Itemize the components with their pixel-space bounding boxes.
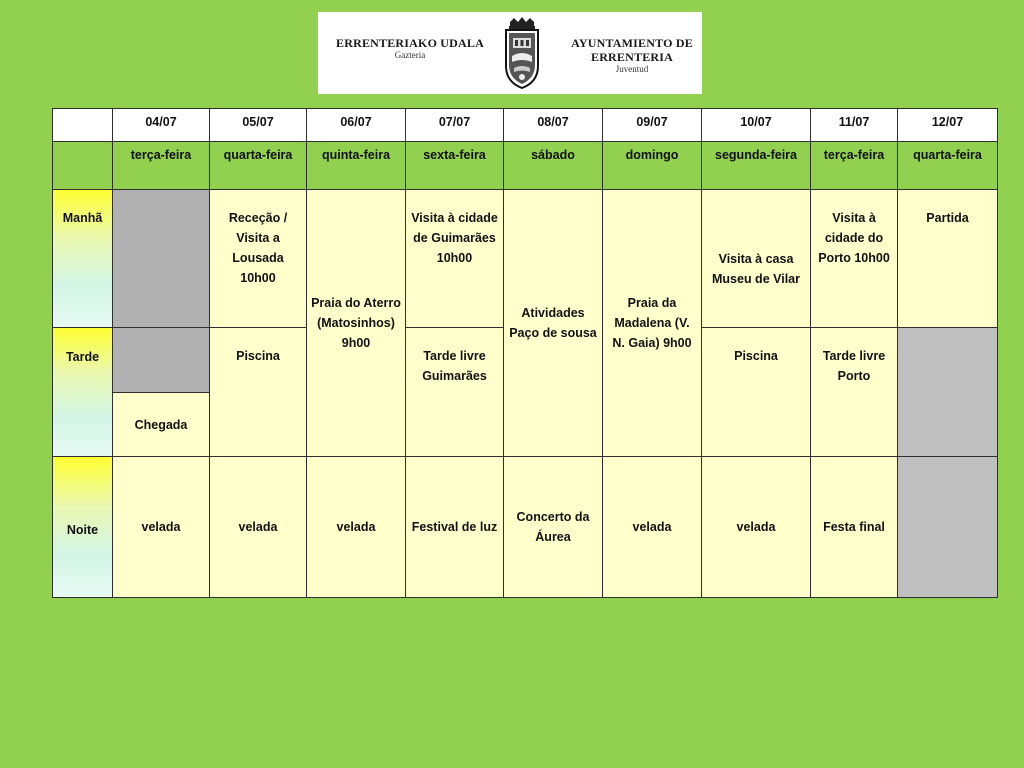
weekday-header: terça-feira xyxy=(112,141,210,190)
empty-cell xyxy=(112,189,210,328)
empty-cell xyxy=(897,327,998,457)
activity-cell: Visita à casa Museu de Vilar xyxy=(701,189,811,328)
empty-cell xyxy=(897,456,998,598)
activity-cell: Piscina xyxy=(701,327,811,457)
activity-cell: Receção / Visita a Lousada 10h00 xyxy=(209,189,307,328)
activity-cell: Tarde livre Guimarães xyxy=(405,327,504,457)
logo-right-name-2: ERRENTERIA xyxy=(590,50,673,64)
activity-cell: Visita à cidade de Guimarães 10h00 xyxy=(405,189,504,328)
period-label-morning: Manhã xyxy=(52,189,113,328)
activity-cell: Atividades Paço de sousa xyxy=(503,189,603,457)
logo-right-sub: Juventud xyxy=(615,64,649,74)
activity-cell: Praia da Madalena (V. N. Gaia) 9h00 xyxy=(602,189,702,457)
activity-cell: Piscina xyxy=(209,327,307,457)
date-header: 06/07 xyxy=(306,108,406,142)
date-header: 05/07 xyxy=(209,108,307,142)
activity-cell: Festival de luz xyxy=(405,456,504,598)
header-corner xyxy=(52,108,113,142)
weekday-header: quinta-feira xyxy=(306,141,406,190)
weekday-header: sexta-feira xyxy=(405,141,504,190)
activity-cell: Praia do Aterro (Matosinhos) 9h00 xyxy=(306,189,406,457)
weekday-header: terça-feira xyxy=(810,141,898,190)
activity-cell: velada xyxy=(306,456,406,598)
activity-cell: velada xyxy=(602,456,702,598)
weekday-header: sábado xyxy=(503,141,603,190)
logo-left-sub: Gazteria xyxy=(394,50,426,60)
weekday-header: quarta-feira xyxy=(897,141,998,190)
activity-cell: Concerto da Áurea xyxy=(503,456,603,598)
activity-cell: velada xyxy=(112,456,210,598)
logo-right-text xyxy=(564,36,700,75)
empty-cell xyxy=(112,327,210,393)
weekday-header: domingo xyxy=(602,141,702,190)
date-header: 10/07 xyxy=(701,108,811,142)
activity-cell: Tarde livre Porto xyxy=(810,327,898,457)
period-label-night: Noite xyxy=(52,456,113,598)
activity-cell: Chegada xyxy=(112,392,210,457)
activity-cell: Partida xyxy=(897,189,998,328)
logo-right-name-1: AYUNTAMIENTO DE xyxy=(571,36,693,50)
header-corner xyxy=(52,141,113,190)
logo-left-text xyxy=(322,36,498,61)
header-logo xyxy=(318,12,702,94)
date-header: 04/07 xyxy=(112,108,210,142)
activity-cell: Visita à cidade do Porto 10h00 xyxy=(810,189,898,328)
activity-cell: velada xyxy=(209,456,307,598)
activity-cell: velada xyxy=(701,456,811,598)
schedule-table xyxy=(52,108,998,598)
weekday-header: segunda-feira xyxy=(701,141,811,190)
period-label-afternoon: Tarde xyxy=(52,327,113,457)
logo-left-name: ERRENTERIAKO UDALA xyxy=(336,36,484,50)
coat-of-arms-icon xyxy=(500,16,544,92)
date-header: 09/07 xyxy=(602,108,702,142)
date-header: 07/07 xyxy=(405,108,504,142)
date-header: 11/07 xyxy=(810,108,898,142)
date-header: 12/07 xyxy=(897,108,998,142)
weekday-header: quarta-feira xyxy=(209,141,307,190)
activity-cell: Festa final xyxy=(810,456,898,598)
date-header: 08/07 xyxy=(503,108,603,142)
